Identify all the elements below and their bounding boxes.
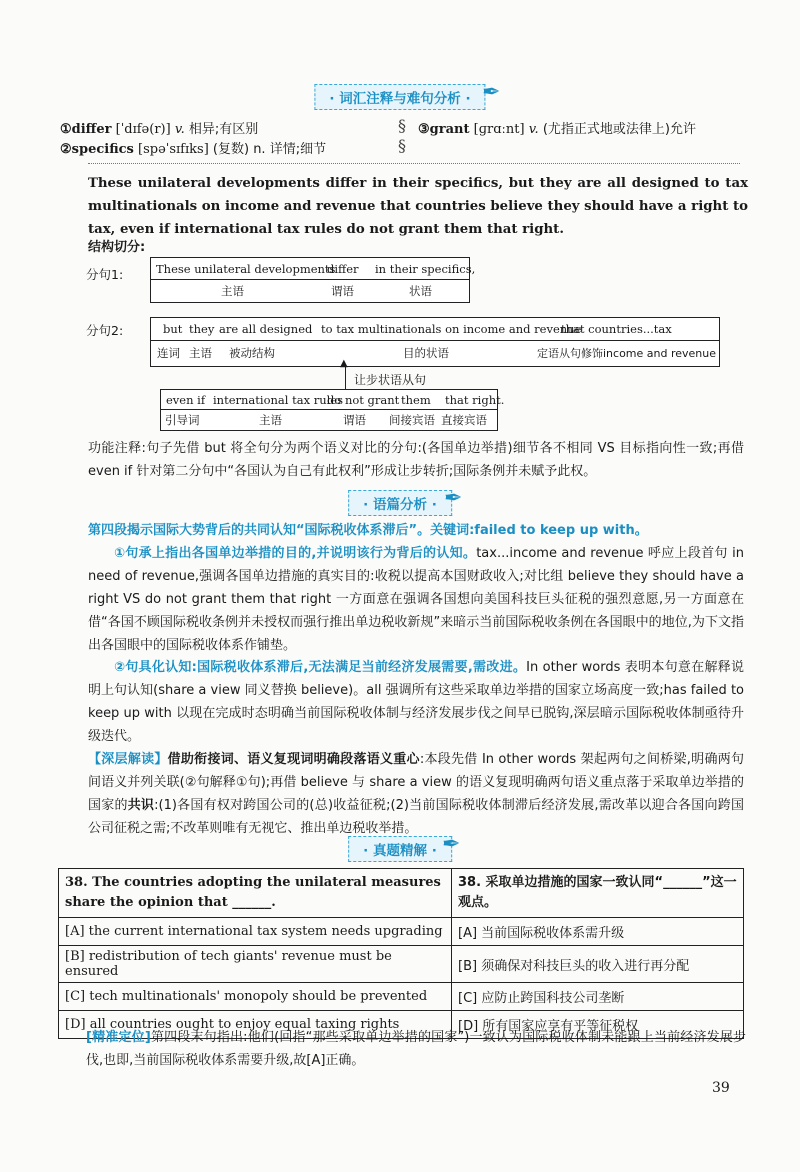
clause3-box [160,389,505,431]
option-en-b: [B] redistribution of tech giants' revenue must be ensured [59,946,452,983]
dotted-divider [88,163,740,164]
question-stem-cn: 38. 采取单边措施的国家一致认同“______”这一观点。 [452,869,744,918]
answer-explanation: [精准定位]第四段末句指出:他们(回指“那些采取单边举措的国家”)一致认为国际税收体制未能跟上当前经济发展步伐,也即,当前国际税收体系需要升级,故[A]正确。 [86,1030,746,1068]
page-number: 39 [712,1080,730,1096]
clause2-en-0: but [163,322,183,336]
clause1-cn-0: 主语 [221,284,244,298]
question-table [58,868,744,1039]
clause3-cn-2: 谓语 [343,413,366,427]
discourse-paragraph-2: ②句具化认知:国际税收体系滞后,无法满足当前经济发展需要,需改进。In other words 表明本句意在解释说明上句认知(share a view 同义替换 believe)。all 强调所有这些采取单边举措的国家立场高度一致;has failed to keep up with 以现在完成时态明确当前国际税收体制与经济发展步伐之间早已脱钩,深层暗示国际税收体制亟待升级迭代。 [88,660,744,744]
discourse-heading: 第四段揭示国际大势背后的共同认知“国际税收体系滞后”。关键词:failed to keep up with。 [88,523,648,538]
discourse-paragraph-1: ①句承上指出各国单边举措的目的,并说明该行为背后的认知。tax...income and revenue 呼应上段首句 in need of revenue,强调各国单边措施的真实目的:收税以提高本国财政收入;对比组 believe they should have a right VS do not grant them that right 一方面意在强调各国想向美国科技巨头征税的强烈意愿,另一方面意在借“各国不顾国际税收条例并未授权而强行推出单边税收新规”来暗示当前国际税收条例在各国眼中的地位,为下文指出各国眼中的国际税收体系作铺垫。 [88,546,744,653]
clause1-box [150,257,476,303]
table-row [59,983,744,1011]
structure-title: 结构切分: [88,240,146,255]
feather-pen-icon: ✒ [482,80,501,105]
feather-pen-icon: ✒ [444,486,463,511]
clause2-en-1: they [189,322,215,336]
clause3-cn-4: 直接宾语 [441,413,487,427]
vocab-item-1: ①differ [ˈdɪfə(r)] v. 相异;有区别 [60,122,259,137]
clause1-en-1: differ [327,262,359,276]
key-sentence: These unilateral developments differ in their specifics, but they are all designed to tax multinationals on income and revenue that countries believe they should have a right to tax, even if international tax rules do not grant them that right. [88,176,748,237]
clause2-cn-0: 连词 [157,346,180,360]
arrow-label: 让步状语从句 [354,373,427,387]
clause2-en-3: to tax multinationals on income and revenue [321,322,582,336]
clause2-en-4: that countries...tax [561,322,672,336]
question-stem-en: 38. The countries adopting the unilateral measures share the opinion that ______. [59,869,452,918]
clause2-cn-3: 目的状语 [403,346,449,360]
clause2-label: 分句2: [86,323,124,338]
clause3-en-0: even if [166,393,206,407]
vocab-item-3: ③grant [ɡrɑːnt] v. (尤指正式地或法律上)允许 [418,122,696,137]
option-en-c: [C] tech multinationals' monopoly should be prevented [59,983,452,1011]
section-banner-qa: · 真题精解 · [348,836,452,862]
clause2-box [150,317,720,367]
clause3-en-3: them [401,393,431,407]
table-row [59,918,744,946]
table-row [59,946,744,983]
section-banner-vocab: · 词汇注释与难句分析 · [314,84,485,110]
option-cn-b: [B] 须确保对科技巨头的收入进行再分配 [452,946,744,983]
clause1-cn-1: 谓语 [331,284,354,298]
option-cn-c: [C] 应防止跨国科技公司垄断 [452,983,744,1011]
feather-pen-icon: ✒ [442,832,461,857]
clause2-cn-2: 被动结构 [229,346,275,360]
clause1-en-2: in their specifics, [375,262,476,276]
clause3-cn-1: 主语 [259,413,282,427]
clause3-en-4: that right. [445,393,505,407]
clause1-label: 分句1: [86,267,124,282]
clause3-en-1: international tax rules [213,393,343,407]
clause2-cn-1: 主语 [189,346,212,360]
clause2-en-2: are all designed [219,322,313,336]
vocab-divider: § § [398,116,406,155]
vocab-item-2: ②specifics [spəˈsɪfɪks] (复数) n. 详情;细节 [60,142,327,157]
section-banner-discourse: · 语篇分析 · [348,490,452,516]
clause3-en-2: do not grant [327,393,400,407]
option-en-a: [A] the current international tax system needs upgrading [59,918,452,946]
clause3-cn-0: 引导词 [165,413,200,427]
clause2-cn-4: 定语从句修饰income and revenue [537,347,717,360]
clause1-en-0: These unilateral developments [156,262,336,276]
option-cn-d: [D] 所有国家应享有平等征税权 [452,1011,744,1039]
table-row [59,869,744,918]
option-cn-a: [A] 当前国际税收体系需升级 [452,918,744,946]
clause1-cn-2: 状语 [409,284,432,298]
clause3-cn-3: 间接宾语 [389,413,435,427]
option-en-d: [D] all countries ought to enjoy equal taxing rights [59,1011,452,1039]
arrow-up-icon: ▲ [340,358,348,369]
deep-analysis-paragraph: 【深层解读】借助衔接词、语义复现词明确段落语义重心:本段先借 In other words 架起两句之间桥梁,明确两句间语义并列关联(②句解释①句);再借 believe 与 share a view 的语义复现明确两句语义重点落于采取单边举措的国家的共识:(1)各国有权对跨国公司的(总)收益征税;(2)当前国际税收体制滞后经济发展,需改革以迎合各国向跨国公司征税之需;不改革则唯有无视它、推出单边税收举措。 [88,752,744,836]
function-note: 功能注释:句子先借 but 将全句分为两个语义对比的分句:(各国单边举措)细节各不相同 VS 目标指向性一致;再借 even if 针对第二分句中“各国认为自己有此权利”形成让步转折;国际条例并未赋予此权。 [88,441,744,479]
